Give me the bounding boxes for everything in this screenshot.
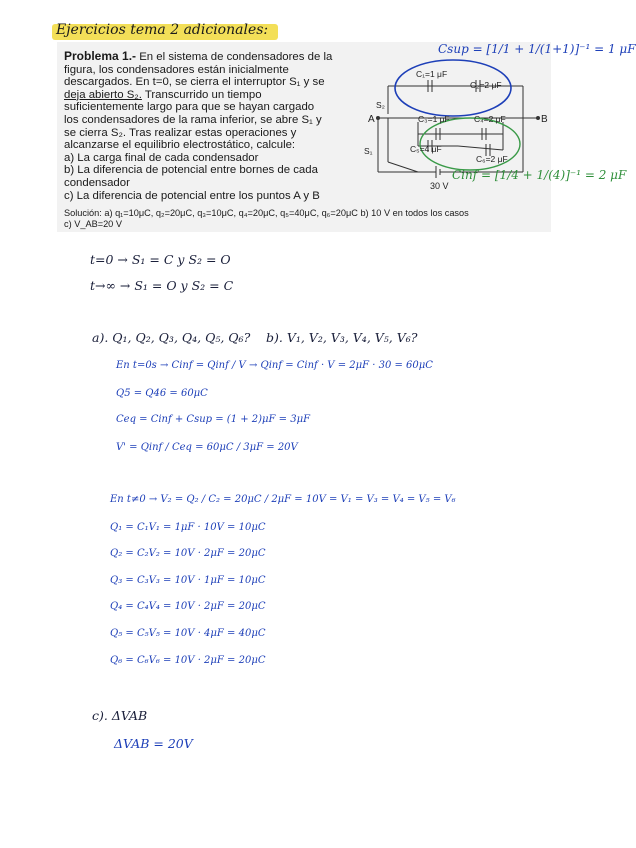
note-q5: Q5 = Q46 = 60μC <box>116 388 208 399</box>
problem-line: los condensadores de la rama inferior, se abre S₁ y <box>64 113 322 126</box>
note-en-t0: En t=0s → Cinf = Qinf / V → Qinf = Cinf · V = 2μF · 30 = 60μC <box>116 360 433 371</box>
problem-line: deja abierto S₂. <box>64 88 142 101</box>
question-part-a: a). Q₁, Q₂, Q₃, Q₄, Q₅, Q₆? <box>92 330 251 345</box>
note-tinf: t→∞ → S₁ = O y S₂ = C <box>90 278 234 293</box>
c3-label: C₃=1 μF <box>418 114 450 124</box>
problem-line: descargados. En t=0, se cierra el interruptor S₁ y se <box>64 76 325 89</box>
problem-line: c) La diferencia de potencial entre los puntos A y B <box>64 189 320 202</box>
problem-line: a) La carga final de cada condensador <box>64 151 259 164</box>
battery-voltage-label: 30 V <box>430 181 449 191</box>
c4-label: C₄=2 μF <box>474 114 506 124</box>
note-t0: t=0 → S₁ = C y S₂ = O <box>90 252 231 267</box>
s2-label: S₂ <box>376 100 385 110</box>
question-part-c: c). ΔVAB <box>92 708 148 723</box>
problem-line: suficientemente largo para que se hayan cargado <box>64 101 315 114</box>
note-vprime: V' = Qinf / Ceq = 60μC / 3μF = 20V <box>116 442 298 453</box>
note-q1: Q₁ = C₁V₁ = 1μF · 10V = 10μC <box>110 522 266 533</box>
c1-label: C₁=1 μF <box>416 69 448 79</box>
problem-line: figura, los condensadores están inicialmente <box>64 63 289 76</box>
part-c-answer: ΔVAB = 20V <box>114 736 193 751</box>
problem-line: se cierra S₂. Tras realizar estas operaciones y <box>64 126 297 139</box>
problem-line: alcanzarse el equilibrio electrostático, calcule: <box>64 139 296 152</box>
problem-line: condensador <box>64 176 130 189</box>
note-q3: Q₃ = C₃V₃ = 10V · 1μF = 10μC <box>110 575 266 586</box>
point-a-label: A <box>368 114 375 125</box>
solution-line: c) V_AB=20 V <box>64 219 122 229</box>
problem-statement <box>64 50 348 202</box>
note-en-t-gt0: En t≠0 → V₂ = Q₂ / C₂ = 20μC / 2μF = 10V = V₁ = V₃ = V₄ = V₅ = V₆ <box>110 494 456 505</box>
note-q5b: Q₅ = C₅V₅ = 10V · 4μF = 40μC <box>110 628 266 639</box>
note-q2: Q₂ = C₂V₂ = 10V · 2μF = 20μC <box>110 548 266 559</box>
problem-line: En el sistema de condensadores de la <box>136 51 333 63</box>
point-b-label: B <box>541 114 548 125</box>
solution-line: Solución: a) q₁=10μC, q₂=20μC, q₃=10μC, q₄=20μC, q₅=40μC, q₆=20μC b) 10 V en todos los casos <box>64 208 469 218</box>
c2-label: C₂=2 μF <box>470 80 502 90</box>
note-ceq: Ceq = Cinf + Csup = (1 + 2)μF = 3μF <box>116 414 311 425</box>
s1-label: S₁ <box>364 146 373 156</box>
cinf-note: Cinf = [1/4 + 1/(4)]⁻¹ = 2 μF <box>452 168 627 182</box>
note-q6: Q₆ = C₆V₆ = 10V · 2μF = 20μC <box>110 655 266 666</box>
note-q4: Q₄ = C₄V₄ = 10V · 2μF = 20μC <box>110 601 266 612</box>
page-title: Ejercicios tema 2 adicionales: <box>56 22 269 38</box>
c5-label: C₅=4 μF <box>410 144 442 154</box>
problem-heading: Problema 1.- <box>64 49 137 63</box>
csup-note: Csup = [1/1 + 1/(1+1)]⁻¹ = 1 μF <box>438 42 636 56</box>
problem-line: Transcurrido un tiempo <box>141 88 262 101</box>
problem-line: b) La diferencia de potencial entre bornes de cada <box>64 164 318 177</box>
question-part-b: b). V₁, V₂, V₃, V₄, V₅, V₆? <box>266 330 418 345</box>
solution-text <box>64 208 544 230</box>
c6-label: C₆=2 μF <box>476 154 508 164</box>
